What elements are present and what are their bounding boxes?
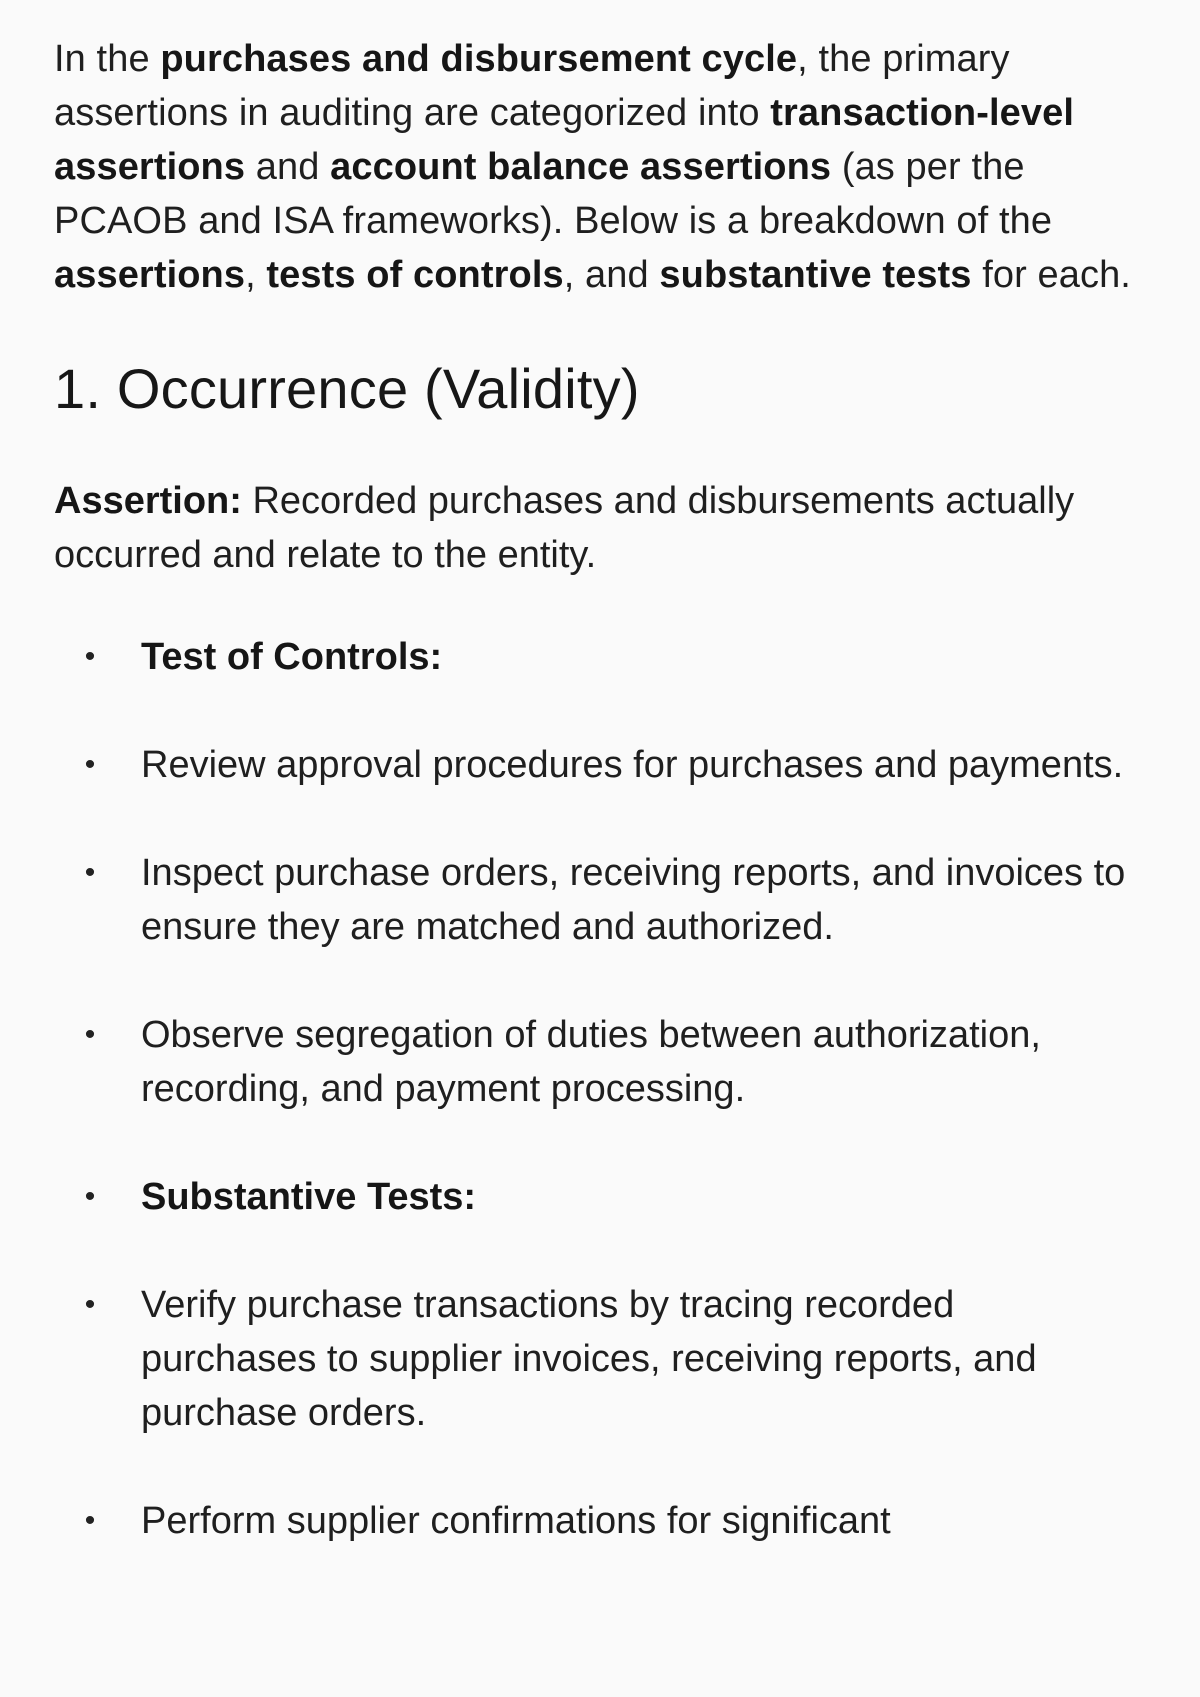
list-item-text: Verify purchase transactions by tracing recorded purchases to supplier invoices, receiving reports, and purchase orders. [141,1284,1037,1434]
list-item [54,1170,1140,1224]
intro-text: (as per the PCAOB and ISA frameworks). Below is a breakdown of the [54,146,1053,242]
intro-text: for each. [971,254,1131,296]
bullet-dot-icon: • [84,1018,96,1051]
bullet-dot-icon: • [84,1288,96,1321]
list-item-heading: Substantive Tests: [141,1176,477,1218]
intro-bold-term: substantive tests [659,254,972,296]
intro-bold-term: assertions [54,254,246,296]
assertion-label: Assertion: [54,480,242,522]
bullet-dot-icon: • [84,748,96,781]
intro-text: and [245,146,331,188]
bullet-dot-icon: • [84,1504,96,1537]
assertion-paragraph [54,474,1140,582]
list-item [54,1008,1140,1116]
bullet-dot-icon: • [84,640,96,673]
intro-bold-term: account balance assertions [330,146,832,188]
bullet-list [54,630,1140,1548]
intro-bold-term: purchases and disbursement cycle [160,38,798,80]
intro-text: , and [563,254,660,296]
intro-text: In the [54,38,161,80]
intro-bold-term: transaction-level assertions [54,92,1074,188]
intro-bold-term: tests of controls [266,254,564,296]
bullet-dot-icon: • [84,1180,96,1213]
list-item-text: Review approval procedures for purchases and payments. [141,744,1124,786]
bullet-dot-icon: • [84,856,96,889]
list-item-text: Observe segregation of duties between authorization, recording, and payment processing. [141,1014,1041,1110]
list-item [54,1494,1140,1548]
section-heading: 1. Occurrence (Validity) [54,357,640,420]
list-item-text: Perform supplier confirmations for significant [141,1500,891,1542]
list-item [54,738,1140,792]
intro-text: , the primary assertions in auditing are categorized into [54,38,1010,134]
list-item [54,1278,1140,1440]
list-item-text: Inspect purchase orders, receiving reports, and invoices to ensure they are matched and authorized. [141,852,1126,948]
intro-paragraph [54,32,1140,302]
list-item-heading: Test of Controls: [141,636,443,678]
assertion-text: Recorded purchases and disbursements actually occurred and relate to the entity. [54,480,1075,576]
intro-text: , [245,254,267,296]
list-item [54,846,1140,954]
list-item [54,630,1140,684]
